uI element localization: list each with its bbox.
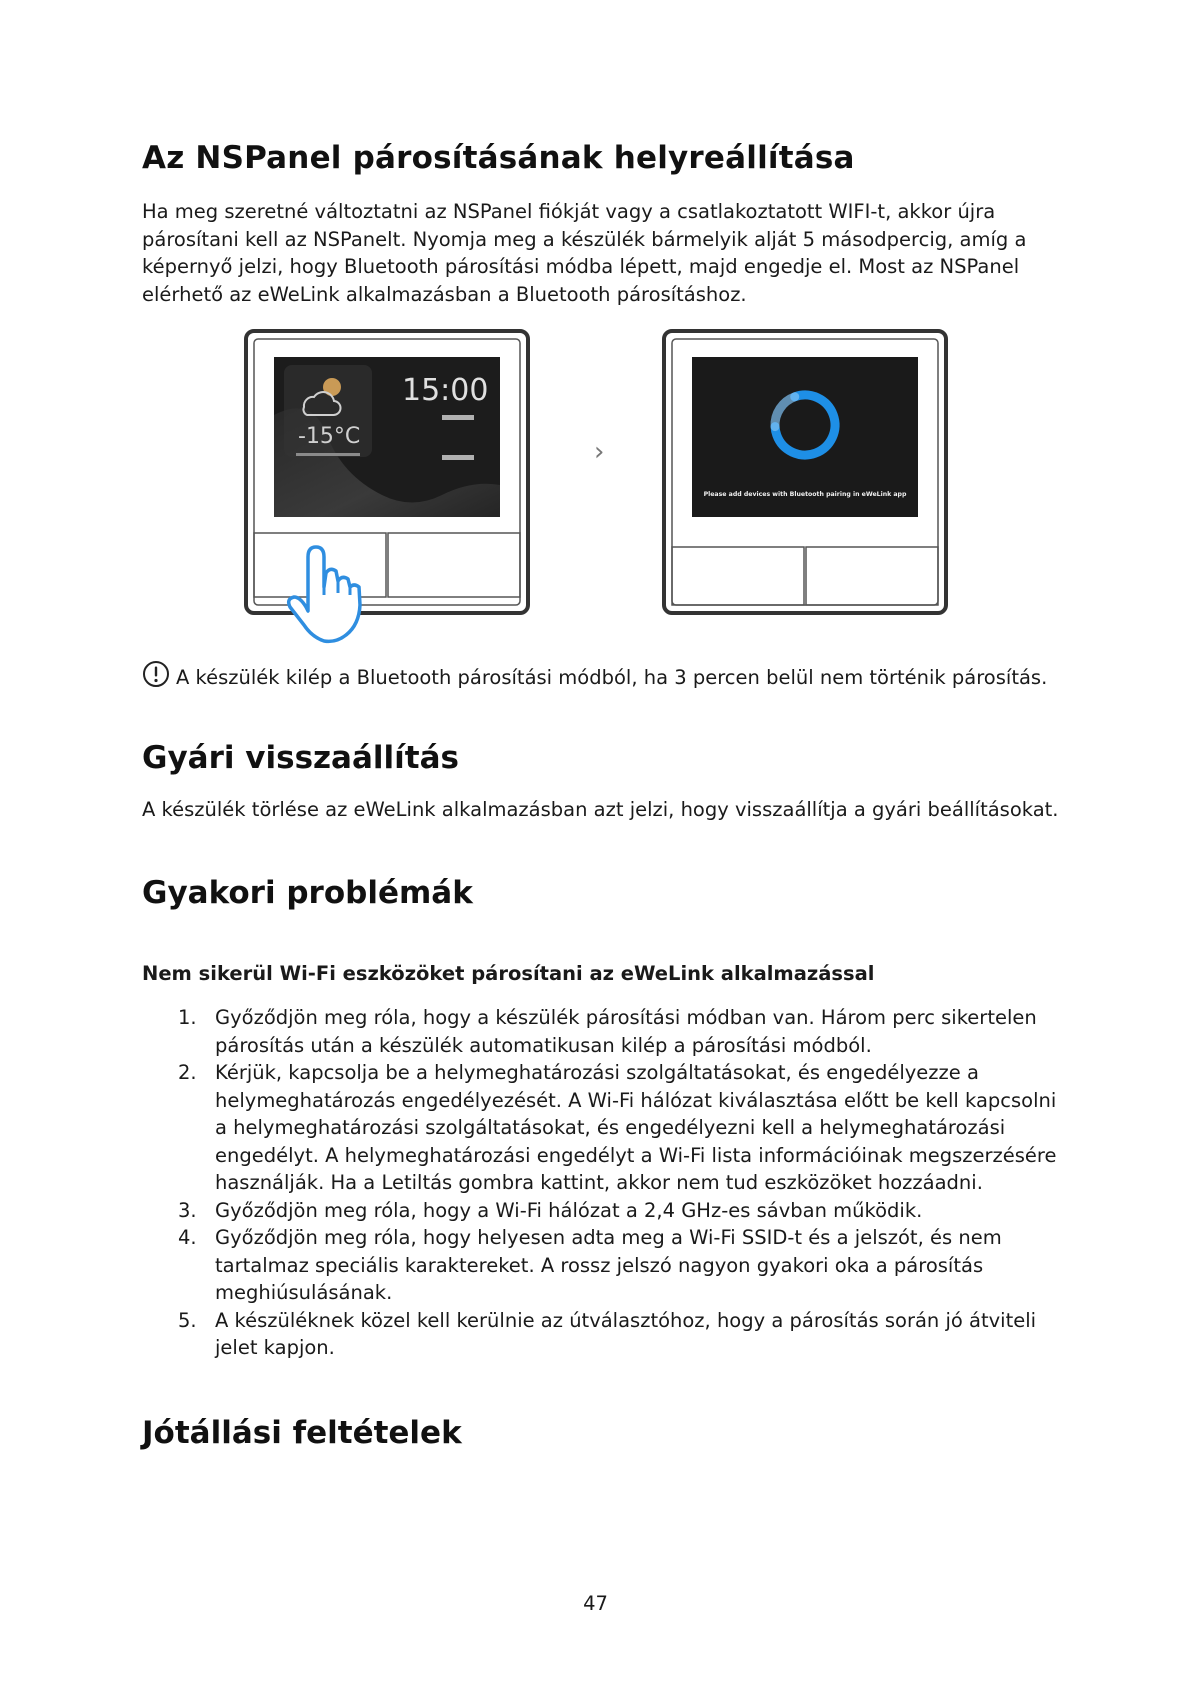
- section-heading-faq: Gyakori problémák: [142, 875, 473, 911]
- list-item-text: Győződjön meg róla, hogy helyesen adta meg a Wi-Fi SSID-t és a jelszót, és nem tartalmaz speciális karaktereket. A rossz jelszó nagyon gyakori oka a párosítás meghiúsulásának.: [215, 1226, 1002, 1304]
- list-item-text: A készüléknek közel kell kerülnie az útválasztóhoz, hogy a párosítás során jó átviteli jelet kapjon.: [215, 1308, 1037, 1359]
- list-item-text: Kérjük, kapcsolja be a helymeghatározási szolgáltatásokat, és engedélyezze a helymeghatározás engedélyezését. A Wi-Fi hálózat kiválasztása előtt be kell kapcsolni a helymeghatározási szolgáltatásokat, és engedélyezni kell a helymeghatározási engedélyt. A helymeghatározási engedélyt a Wi-Fi lista információinak megszerzésére használják. Ha a Letiltás gombra kattint, akkor nem tud eszközöket hozzáadni.: [215, 1061, 1057, 1194]
- right-device-screen: [692, 357, 918, 517]
- list-item: [142, 1197, 1062, 1225]
- faq-subheading: Nem sikerül Wi-Fi eszközöket párosítani az eWeLink alkalmazással: [142, 962, 875, 985]
- list-item: [142, 1307, 1062, 1362]
- list-item-text: Győződjön meg róla, hogy a készülék párosítási módban van. Három perc sikertelen párosítás után a készülék automatikusan kilép a párosítási módból.: [215, 1006, 1037, 1057]
- page-number: 47: [583, 1592, 608, 1615]
- list-item: [142, 1224, 1062, 1307]
- section-heading-factory-reset: Gyári visszaállítás: [142, 740, 459, 776]
- list-item-number: 4.: [178, 1226, 197, 1249]
- pairing-timeout-note: [142, 660, 1062, 692]
- pairing-timeout-note-text: A készülék kilép a Bluetooth párosítási módból, ha 3 percen belül nem történik párosítás.: [176, 666, 1048, 689]
- nspanel-left-device: [246, 331, 528, 641]
- list-item-number: 5.: [178, 1308, 197, 1332]
- list-item: [142, 1059, 1062, 1197]
- nspanel-right-device: [664, 331, 946, 613]
- section-heading-warranty: Jótállási feltételek: [142, 1415, 462, 1451]
- list-item-number: 3.: [178, 1198, 197, 1222]
- left-temperature: -15°C: [298, 424, 361, 449]
- left-time: 15:00: [402, 373, 489, 408]
- list-item-number: 1.: [178, 1006, 197, 1029]
- list-item-number: 2.: [178, 1061, 197, 1084]
- bluetooth-pairing-message: Please add devices with Bluetooth pairing in eWeLink app: [703, 491, 907, 498]
- section-heading-pairing-reset: Az NSPanel párosításának helyreállítása: [142, 140, 855, 176]
- factory-reset-paragraph: A készülék törlése az eWeLink alkalmazásban azt jelzi, hogy visszaállítja a gyári beállításokat.: [142, 798, 1059, 821]
- list-item-text: Győződjön meg róla, hogy a Wi-Fi hálózat a 2,4 GHz-es sávban működik.: [215, 1198, 923, 1222]
- pairing-reset-paragraph: Ha meg szeretné változtatni az NSPanel fiókját vagy a csatlakoztatott WIFI-t, akkor újra párosítani kell az NSPanelt. Nyomja meg a készülék bármelyik alját 5 másodpercig, amíg a képernyő jelzi, hogy Bluetooth párosítási módba lépett, majd engedje el. Most az NSPanel elérhető az eWeLink alkalmazásban a Bluetooth párosításhoz.: [142, 200, 1027, 306]
- transition-arrow: ›: [594, 437, 605, 467]
- warning-circle-icon: [142, 660, 170, 688]
- left-device-screen: [274, 357, 500, 517]
- nspanel-pairing-figure: [242, 325, 962, 655]
- faq-list: [142, 1004, 1062, 1362]
- list-item: [142, 1004, 1062, 1059]
